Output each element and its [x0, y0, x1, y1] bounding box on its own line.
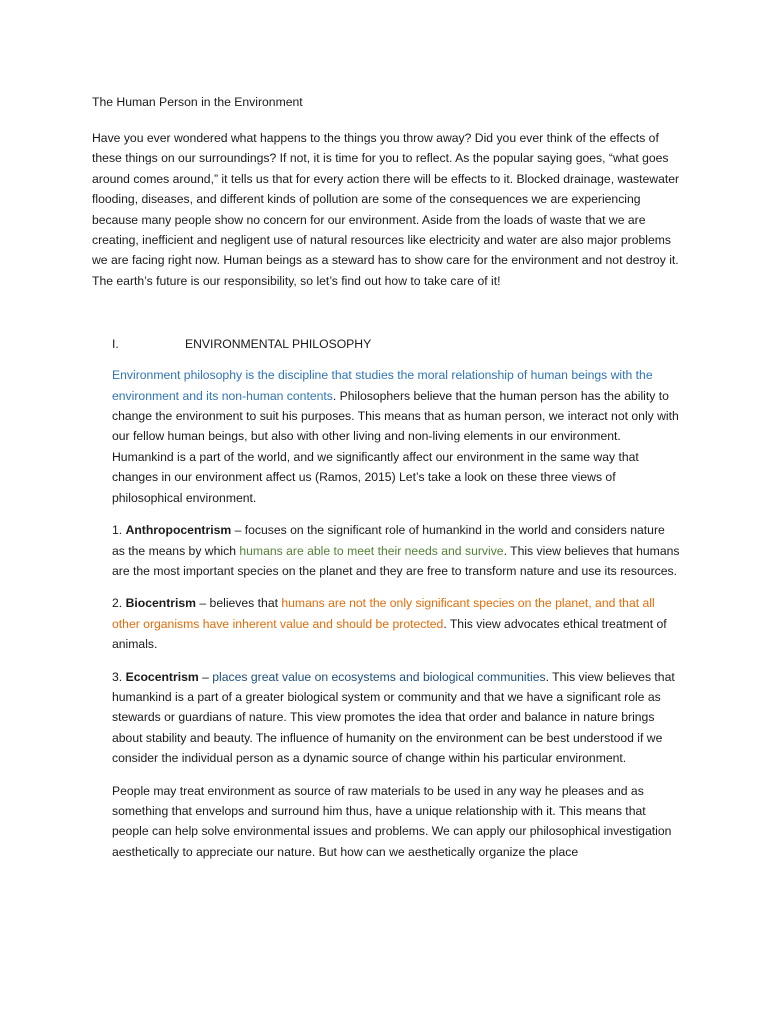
- view-rest: . This view believes that humankind is a part of a greater biological system or community and that we have a significant role as stewards or guardians of nature. This view promotes the idea that order and balance in nature brings about stability and beauty. The influence of humanity on the environment can be best understood if we consider the individual person as a dynamic source of change within his particular environment.: [112, 669, 675, 766]
- view-anthropocentrism: [112, 520, 680, 581]
- view-lead: – focuses on the significant role of humankind in the world and considers nature as the means by which: [112, 523, 665, 558]
- view-term: Biocentrism: [125, 596, 196, 611]
- view-term: Ecocentrism: [125, 669, 199, 684]
- section-heading: [112, 334, 680, 354]
- section-title: ENVIRONMENTAL PHILOSOPHY: [185, 337, 372, 352]
- document-title: The Human Person in the Environment: [92, 95, 303, 109]
- section-number: I.: [112, 337, 119, 352]
- view-prefix: 3.: [112, 669, 126, 684]
- view-prefix: 1.: [112, 523, 126, 538]
- view-highlight: humans are able to meet their needs and survive: [239, 543, 504, 558]
- view-prefix: 2.: [112, 596, 126, 611]
- definition-text: . Philosophers believe that the human person has the ability to change the environment to suit his purposes. This means that as human person, we interact not only with our fellow human beings, but also with other living and non-living elements in our environment. Humankind is a part of the world, and we significantly affect our environment in the same way that changes in our environment affect us (Ramos, 2015) Let’s take a look on these three views of philosophical environment.: [112, 388, 679, 505]
- section-body: [112, 365, 680, 862]
- definition-paragraph: [112, 365, 680, 508]
- view-lead: – believes that: [196, 596, 282, 611]
- view-lead: –: [198, 669, 213, 684]
- view-ecocentrism: [112, 667, 680, 769]
- view-rest: . This view believes that humans are the most important species on the planet and they are free to transform nature and use its resources.: [112, 543, 680, 578]
- view-highlight: places great value on ecosystems and biological communities: [212, 669, 546, 684]
- view-term: Anthropocentrism: [125, 523, 232, 538]
- definition-highlight: Environment philosophy is the discipline that studies the moral relationship of human beings with the environment and its non-human contents: [112, 368, 653, 403]
- view-highlight: humans are not the only significant species on the planet, and that all other organisms have inherent value and should be protected: [112, 596, 655, 631]
- closing-paragraph: People may treat environment as source of raw materials to be used in any way he pleases and as something that envelops and surround him thus, have a unique relationship with it. This means that people can help solve environmental issues and problems. We can apply our philosophical investigation aesthetically to appreciate our nature. But how can we aesthetically organize the place: [112, 783, 672, 859]
- intro-paragraph: Have you ever wondered what happens to the things you throw away? Did you ever think of the effects of these things on our surroundings? If not, it is time for you to reflect. As the popular saying goes, “what goes around comes around,” it tells us that for every action there will be effects to it. Blocked drainage, wastewater flooding, diseases, and different kinds of pollution are some of the consequences we are experiencing because many people show no concern for our environment. Aside from the loads of waste that we are creating, inefficient and negligent use of natural resources like electricity and water are also major problems we are facing right now. Human beings as a steward has to show care for the environment and not destroy it. The earth’s future is our responsibility, so let’s find out how to take care of it!: [92, 131, 680, 288]
- view-rest: . This view advocates ethical treatment of animals.: [112, 616, 667, 652]
- view-biocentrism: [112, 593, 680, 654]
